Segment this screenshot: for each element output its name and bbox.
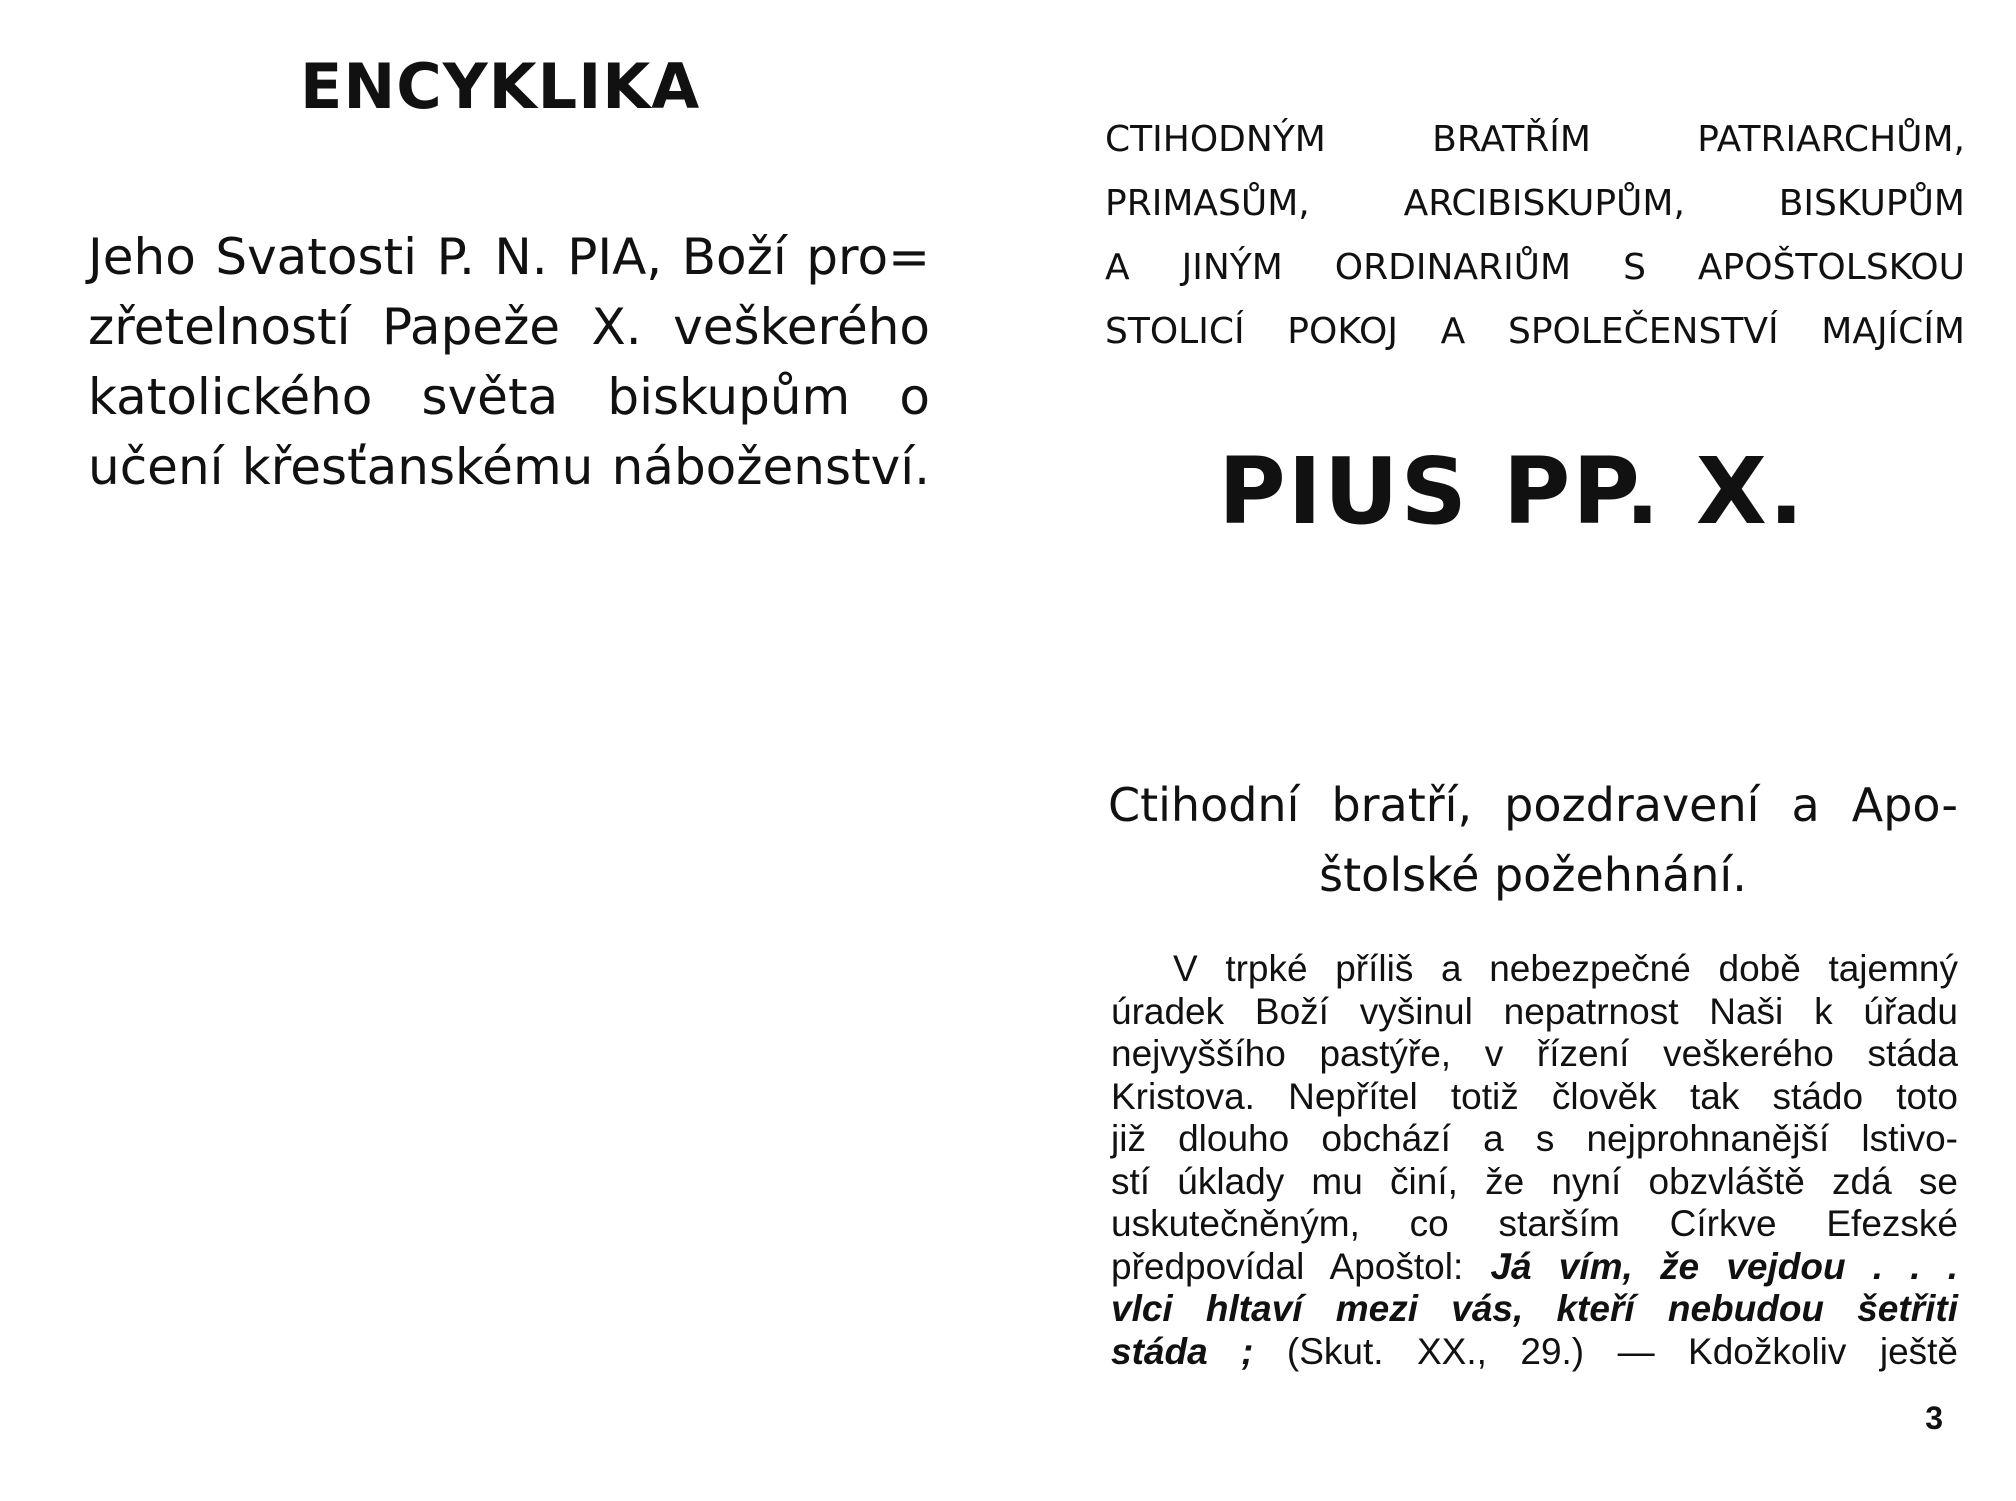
body-line: již dlouho obchází a s nejprohnanější lstivo-	[1111, 1118, 1958, 1159]
dedication-line: zřetelností Papeže X. veškerého	[88, 298, 930, 356]
body-line: uskutečněným, co starším Církve Efezské	[1111, 1203, 1958, 1244]
dedication-line: učení křesťanskému náboženství.	[88, 438, 930, 496]
addressee-line: A JINÝM ORDINARIŮM S APOŠTOLSKOU	[1105, 247, 1965, 288]
page-number: 3	[1925, 1400, 1943, 1436]
body-line: nejvyššího pastýře, v řízení veškerého stáda	[1111, 1033, 1958, 1074]
body-line	[1111, 1246, 1958, 1289]
right-page	[1008, 0, 2016, 1501]
dedication-line: Jeho Svatosti P. N. PIA, Boží pro=	[88, 228, 930, 286]
scripture-quote-line: vlci hltaví mezi vás, kteří nebudou šetřiti	[1111, 1288, 1958, 1329]
dedication-line: katolického světa biskupům o	[88, 368, 930, 426]
body-line-text: předpovídal Apoštol:	[1111, 1245, 1464, 1287]
scripture-quote: stáda ;	[1111, 1330, 1254, 1372]
salutation-line: Ctihodní bratří, pozdravení a Apo-	[1108, 778, 1958, 832]
dedication-text	[88, 222, 930, 502]
addressees-block	[1105, 108, 1965, 364]
body-paragraph	[1111, 948, 1958, 1373]
salutation	[1108, 770, 1958, 910]
pope-name-heading: PIUS PP. X.	[1218, 438, 1806, 545]
body-line-text: (Skut. XX., 29.) — Kdožkoliv ještě	[1286, 1330, 1959, 1372]
salutation-line: štolské požehnání.	[1319, 848, 1747, 902]
body-line	[1111, 1331, 1958, 1374]
body-line: Kristova. Nepřítel totiž člověk tak stádo toto	[1111, 1075, 1958, 1117]
body-line: V trpké příliš a nebezpečné době tajemný	[1173, 948, 1958, 989]
addressee-line: PRIMASŮM, ARCIBISKUPŮM, BISKUPŮM	[1105, 183, 1965, 224]
addressee-line: CTIHODNÝM BRATŘÍM PATRIARCHŮM,	[1105, 119, 1965, 160]
scripture-quote: Já vím, že vejdou . . .	[1490, 1245, 1959, 1287]
encyclical-title: ENCYKLIKA	[300, 50, 701, 123]
body-line: stí úklady mu činí, že nyní obzvláště zdá se	[1111, 1160, 1958, 1202]
body-line: úradek Boží vyšinul nepatrnost Naši k úřadu	[1111, 990, 1958, 1032]
addressee-line: STOLICÍ POKOJ A SPOLEČENSTVÍ MAJÍCÍM	[1105, 311, 1965, 352]
